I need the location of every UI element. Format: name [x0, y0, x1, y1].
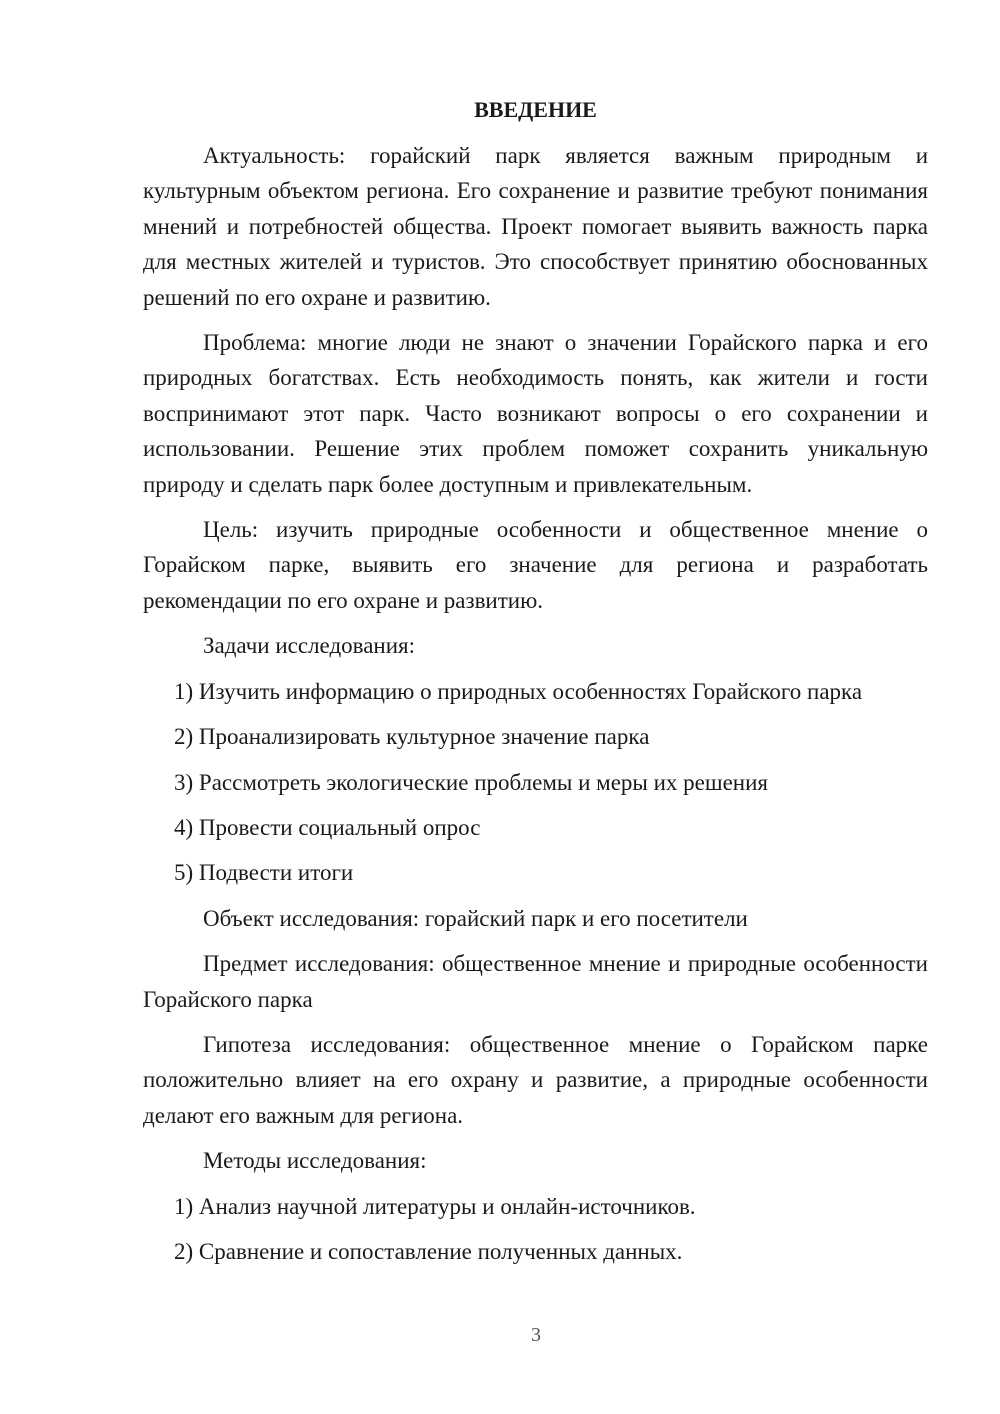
problem-paragraph: Проблема: многие люди не знают о значении Горайского парка и его природных богатствах. Есть необходимость понять, как жители и гости воспринимают этот парк. Часто возникают вопросы о его сохранении и использовании. Решение этих проблем поможет сохранить уникальную природу и сделать парк более доступным и привлекательным.: [143, 330, 928, 497]
method-item: 2) Сравнение и сопоставление полученных данных.: [174, 1238, 683, 1264]
task-item: 2) Проанализировать культурное значение парка: [174, 724, 650, 750]
task-item: 3) Рассмотреть экологические проблемы и меры их решения: [174, 769, 768, 795]
goal-paragraph: Цель: изучить природные особенности и общественное мнение о Горайском парке, выявить его значение для региона и разработать рекомендации по его охране и развитию.: [143, 517, 928, 613]
section-title: ВВЕДЕНИЕ: [474, 97, 597, 122]
document-page: [143, 90, 928, 1279]
task-item: 5) Подвести итоги: [174, 860, 354, 886]
task-item: 1) Изучить информацию о природных особенностях Горайского парка: [174, 678, 863, 704]
tasks-heading: Задачи исследования:: [203, 633, 416, 659]
subject-paragraph: Предмет исследования: общественное мнение и природные особенности Горайского парка: [143, 951, 928, 1012]
page-number: 3: [531, 1324, 541, 1346]
methods-heading: Методы исследования:: [203, 1148, 427, 1174]
task-item: 4) Провести социальный опрос: [174, 814, 481, 840]
hypothesis-paragraph: Гипотеза исследования: общественное мнение о Горайском парке положительно влияет на его охрану и развитие, а природные особенности делают его важным для региона.: [143, 1031, 928, 1128]
method-item: 1) Анализ научной литературы и онлайн-источников.: [174, 1193, 696, 1219]
relevance-paragraph: Актуальность: горайский парк является важным природным и культурным объектом региона. Его сохранение и развитие требуют понимания мнений и потребностей общества. Проект помогает выявить важность парка для местных жителей и туристов. Это способствует принятию обоснованных решений по его охране и развитию.: [143, 143, 928, 310]
object-paragraph: Объект исследования: горайский парк и его посетители: [203, 905, 748, 931]
